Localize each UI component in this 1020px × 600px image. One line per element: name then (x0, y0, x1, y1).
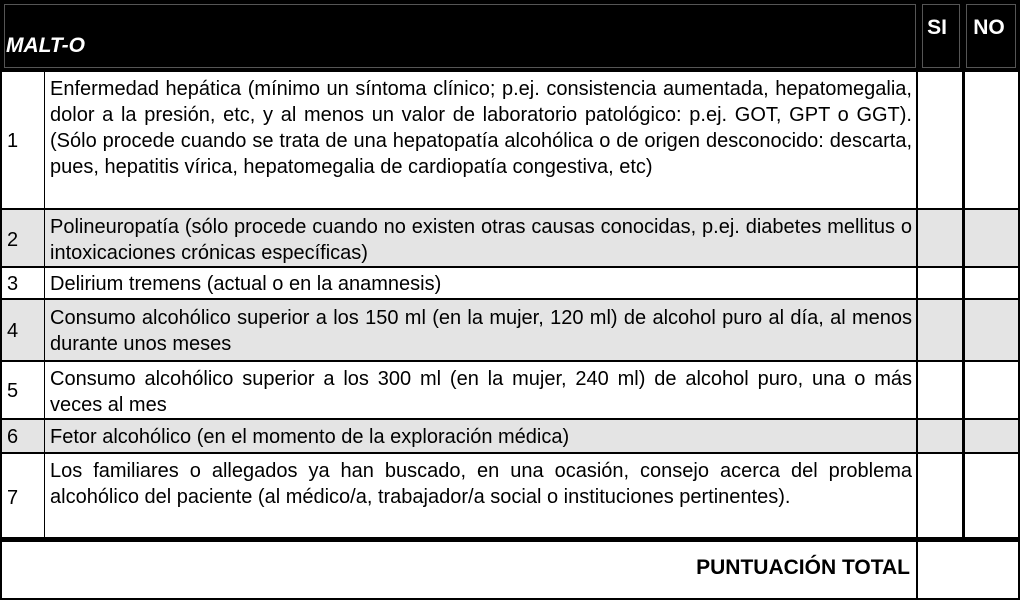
row-text: Los familiares o allegados ya han buscado, en una ocasión, consejo acerca del problema alcohólico del paciente (al médico/a, trabajador/a social o instituciones pertinentes). (50, 460, 912, 508)
row-number: 3 (7, 273, 19, 295)
column-divider-number (44, 72, 45, 542)
answer-no-cell[interactable] (965, 210, 1018, 268)
answer-si-cell[interactable] (918, 454, 964, 542)
row-text: Consumo alcohólico superior a los 300 ml (en la mujer, 240 ml) de alcohol puro, una o más veces al mes (50, 368, 912, 416)
row-text: Consumo alcohólico superior a los 150 ml (en la mujer, 120 ml) de alcohol puro al día, al menos durante unos meses (50, 307, 912, 355)
row-number: 7 (7, 487, 19, 509)
answer-no-cell[interactable] (965, 454, 1018, 542)
row-text: Polineuropatía (sólo procede cuando no existen otras causas conocidas, p.ej. diabetes mellitus o intoxicaciones crónicas específicas) (50, 216, 912, 264)
header-title-box (4, 4, 916, 68)
column-divider-si (916, 0, 918, 600)
answer-no-cell[interactable] (965, 300, 1018, 362)
answer-no-cell[interactable] (965, 420, 1018, 454)
row-text: Delirium tremens (actual o en la anamnesis) (50, 273, 442, 295)
table-title: MALT-O (6, 34, 85, 57)
row-number: 5 (7, 380, 19, 402)
row-number: 2 (7, 229, 19, 251)
answer-si-cell[interactable] (918, 268, 964, 300)
column-divider-no (962, 0, 965, 542)
answer-no-cell[interactable] (965, 362, 1018, 420)
row-number: 6 (7, 426, 19, 448)
answer-si-cell[interactable] (918, 210, 964, 268)
row-text: Fetor alcohólico (en el momento de la exploración médica) (50, 426, 570, 448)
answer-si-cell[interactable] (918, 300, 964, 362)
total-score-cell[interactable] (918, 546, 1018, 598)
column-header-no: NO (973, 16, 1005, 39)
total-score-label: PUNTUACIÓN TOTAL (696, 556, 910, 579)
row-number: 1 (7, 130, 19, 152)
row-text: Enfermedad hepática (mínimo un síntoma clínico; p.ej. consistencia aumentada, hepatomegalia, dolor a la presión, etc, y al menos un valor de laboratorio patológico: p.ej. GOT, GPT o GGT). (Sólo procede cuando se trata de una hepatopatía alcohólica o de origen desconocido: descarta, pues, hepatitis vírica, hepatomegalia de cardiopatía congestiva, etc) (50, 78, 912, 178)
answer-no-cell[interactable] (965, 268, 1018, 300)
column-header-si: SI (927, 16, 947, 39)
row-number: 4 (7, 320, 19, 342)
answer-si-cell[interactable] (918, 72, 964, 210)
answer-si-cell[interactable] (918, 362, 964, 420)
answer-si-cell[interactable] (918, 420, 964, 454)
answer-no-cell[interactable] (965, 72, 1018, 210)
